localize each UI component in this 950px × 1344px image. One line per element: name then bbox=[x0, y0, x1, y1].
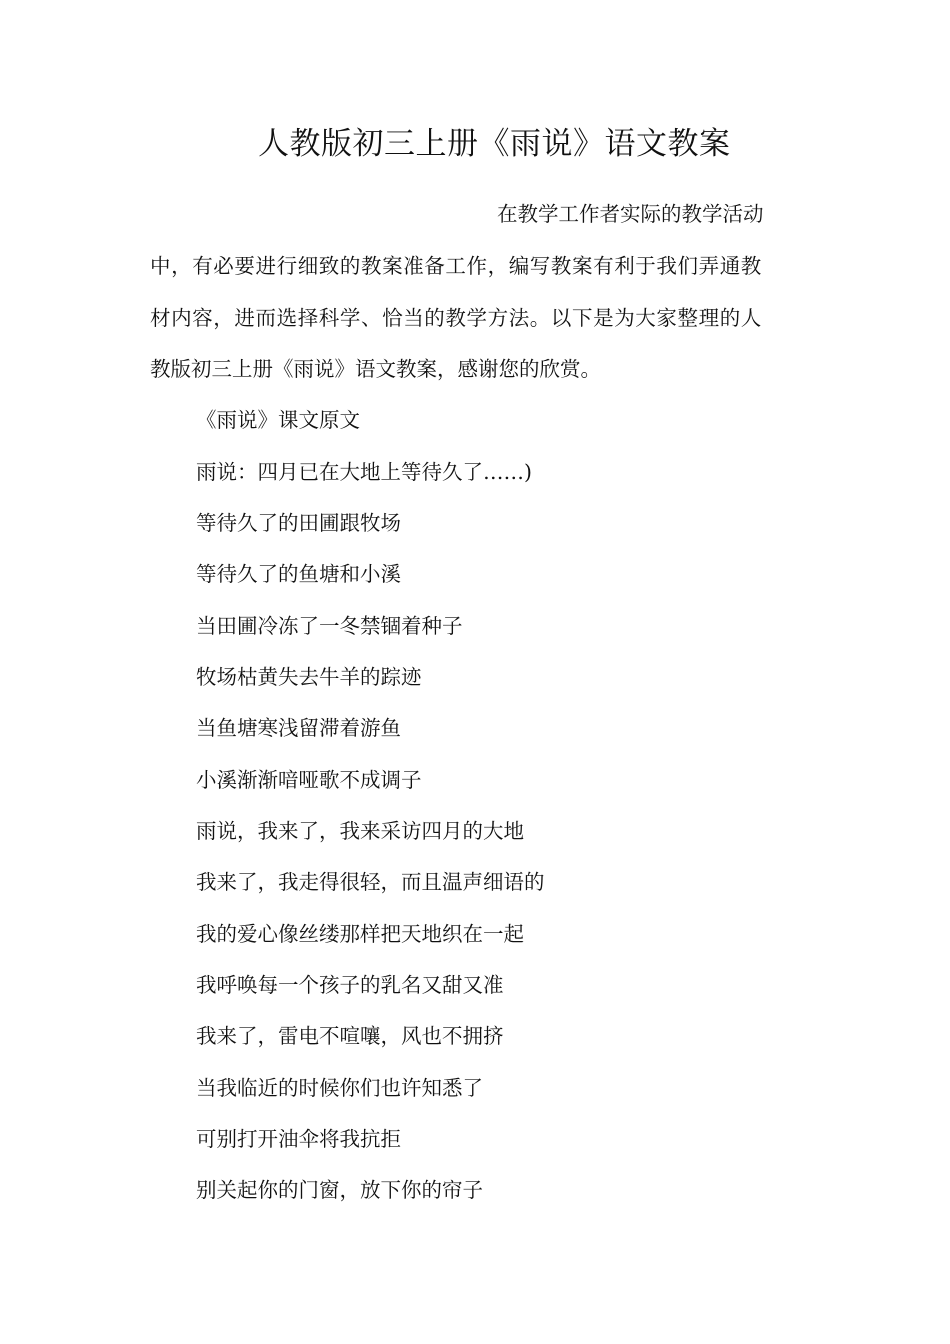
poem-line: 我来了，雷电不喧嚷，风也不拥挤 bbox=[196, 1024, 504, 1048]
intro-line-3: 材内容，进而选择科学、恰当的教学方法。以下是为大家整理的人 bbox=[150, 306, 762, 330]
poem-line: 可别打开油伞将我抗拒 bbox=[196, 1127, 401, 1151]
poem-line: 等待久了的田圃跟牧场 bbox=[196, 511, 401, 535]
poem-line: 当我临近的时候你们也许知悉了 bbox=[196, 1076, 483, 1100]
poem-line: 雨说，我来了，我来采访四月的大地 bbox=[196, 819, 524, 843]
poem-line: 雨说：四月已在大地上等待久了……) bbox=[196, 460, 532, 484]
poem-line: 当鱼塘寒浅留滞着游鱼 bbox=[196, 716, 401, 740]
intro-line-2: 中，有必要进行细致的教案准备工作，编写教案有利于我们弄通教 bbox=[150, 254, 762, 278]
poem-line: 我的爱心像丝缕那样把天地织在一起 bbox=[196, 922, 524, 946]
poem-line: 我呼唤每一个孩子的乳名又甜又准 bbox=[196, 973, 504, 997]
intro-line-4: 教版初三上册《雨说》语文教案，感谢您的欣赏。 bbox=[150, 357, 601, 381]
poem-line: 我来了，我走得很轻，而且温声细语的 bbox=[196, 870, 545, 894]
poem-line: 小溪渐渐喑哑歌不成调子 bbox=[196, 768, 422, 792]
poem-line: 牧场枯黄失去牛羊的踪迹 bbox=[196, 665, 422, 689]
intro-line-1: 在教学工作者实际的教学活动 bbox=[497, 202, 764, 226]
poem-line: 等待久了的鱼塘和小溪 bbox=[196, 562, 401, 586]
section-heading: 《雨说》课文原文 bbox=[196, 408, 360, 432]
poem-line: 当田圃冷冻了一冬禁锢着种子 bbox=[196, 614, 463, 638]
document-title: 人教版初三上册《雨说》语文教案 bbox=[258, 126, 731, 162]
poem-line: 别关起你的门窗，放下你的帘子 bbox=[196, 1178, 483, 1202]
